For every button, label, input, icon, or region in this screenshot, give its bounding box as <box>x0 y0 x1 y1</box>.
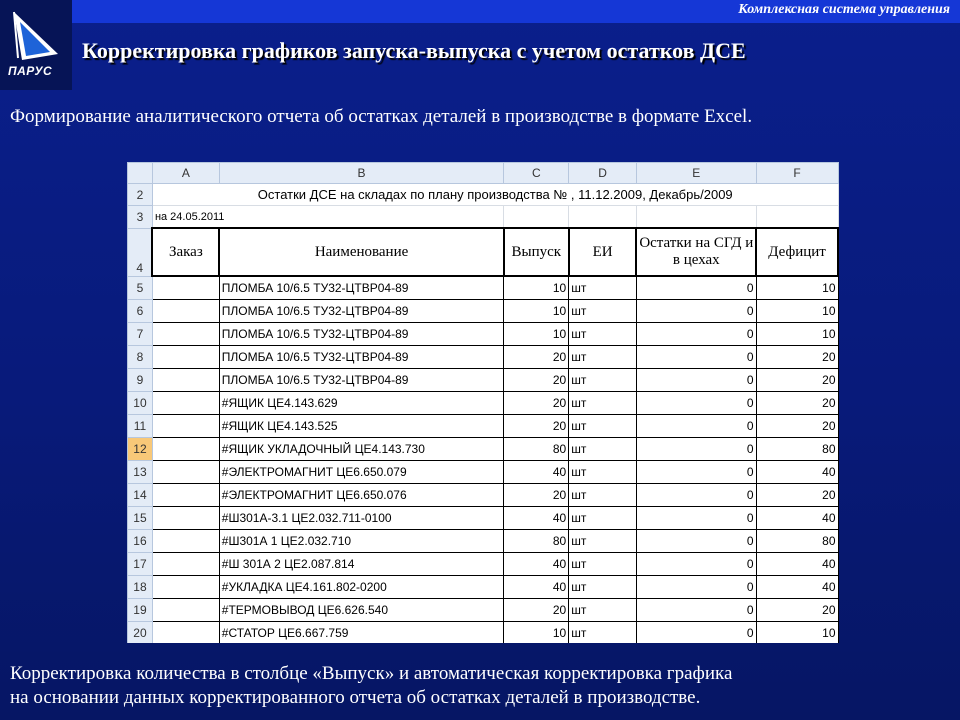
row-number[interactable]: 11 <box>128 414 153 437</box>
cell-deficit[interactable]: 40 <box>756 552 838 575</box>
header-stock[interactable]: Остатки на СГД и в цехах <box>636 228 756 276</box>
cell-output[interactable]: 20 <box>504 368 569 391</box>
row-number[interactable]: 17 <box>128 552 153 575</box>
cell-deficit[interactable]: 10 <box>756 322 838 345</box>
cell-order[interactable] <box>152 414 219 437</box>
row-number[interactable]: 18 <box>128 575 153 598</box>
cell-unit[interactable]: шт <box>569 598 637 621</box>
table-row <box>128 437 839 460</box>
cell[interactable] <box>569 206 637 229</box>
table-row <box>128 276 839 299</box>
cell-output[interactable]: 40 <box>504 575 569 598</box>
cell-name[interactable]: ПЛОМБА 10/6.5 ТУ32-ЦТВР04-89 <box>219 322 504 345</box>
cell-output[interactable]: 20 <box>504 598 569 621</box>
table-row <box>128 529 839 552</box>
row-number[interactable]: 20 <box>128 621 153 643</box>
cell-stock[interactable]: 0 <box>636 483 756 506</box>
header-deficit[interactable]: Дефицит <box>756 228 838 276</box>
table-row <box>128 322 839 345</box>
cell-stock[interactable]: 0 <box>636 414 756 437</box>
table-row <box>128 345 839 368</box>
cell-deficit[interactable]: 10 <box>756 276 838 299</box>
cell-stock[interactable]: 0 <box>636 437 756 460</box>
cell-unit[interactable]: шт <box>569 506 637 529</box>
row-number[interactable]: 16 <box>128 529 153 552</box>
cell-name[interactable]: #ТЕРМОВЫВОД ЦЕ6.626.540 <box>219 598 504 621</box>
cell-output[interactable]: 10 <box>504 322 569 345</box>
table-row <box>128 575 839 598</box>
row-number[interactable]: 19 <box>128 598 153 621</box>
column-header-c[interactable]: C <box>504 163 569 184</box>
cell-deficit[interactable]: 20 <box>756 483 838 506</box>
cell-unit[interactable]: шт <box>569 483 637 506</box>
cell-stock[interactable]: 0 <box>636 368 756 391</box>
cell[interactable] <box>636 206 756 229</box>
cell-name[interactable]: ПЛОМБА 10/6.5 ТУ32-ЦТВР04-89 <box>219 299 504 322</box>
cell-name[interactable]: #ЯЩИК ЦЕ4.143.525 <box>219 414 504 437</box>
table-row <box>128 483 839 506</box>
header-output[interactable]: Выпуск <box>504 228 569 276</box>
logo <box>0 0 72 90</box>
spreadsheet <box>127 162 839 643</box>
footer-line-1: Корректировка количества в столбце «Выпуск» и автоматическая корректировка графика <box>10 663 733 684</box>
header-name[interactable]: Наименование <box>219 228 504 276</box>
cell-order[interactable] <box>152 322 219 345</box>
row-number[interactable]: 5 <box>128 276 153 299</box>
cell-stock[interactable]: 0 <box>636 460 756 483</box>
table-row <box>128 506 839 529</box>
cell-output[interactable]: 20 <box>504 345 569 368</box>
cell-name[interactable]: #ЭЛЕКТРОМАГНИТ ЦЕ6.650.076 <box>219 483 504 506</box>
system-name: Комплексная система управления <box>738 2 950 17</box>
cell-name[interactable]: #ЯЩИК ЦЕ4.143.629 <box>219 391 504 414</box>
cell-order[interactable] <box>152 460 219 483</box>
table-row <box>128 414 839 437</box>
cell-output[interactable]: 40 <box>504 506 569 529</box>
cell-output[interactable]: 20 <box>504 414 569 437</box>
cell-name[interactable]: #УКЛАДКА ЦЕ4.161.802-0200 <box>219 575 504 598</box>
cell-stock[interactable]: 0 <box>636 575 756 598</box>
cell-deficit[interactable]: 20 <box>756 391 838 414</box>
cell-deficit[interactable]: 10 <box>756 299 838 322</box>
cell-stock[interactable]: 0 <box>636 506 756 529</box>
cell-name[interactable]: #ЯЩИК УКЛАДОЧНЫЙ ЦЕ4.143.730 <box>219 437 504 460</box>
table-row <box>128 598 839 621</box>
cell-output[interactable]: 40 <box>504 460 569 483</box>
cell-stock[interactable]: 0 <box>636 322 756 345</box>
cell-name[interactable]: #Ш301А-3.1 ЦЕ2.032.711-0100 <box>219 506 504 529</box>
cell-unit[interactable]: шт <box>569 276 637 299</box>
column-header-b[interactable]: B <box>219 163 504 184</box>
cell-unit[interactable]: шт <box>569 368 637 391</box>
cell-unit[interactable]: шт <box>569 391 637 414</box>
cell[interactable] <box>504 206 569 229</box>
cell-name[interactable]: ПЛОМБА 10/6.5 ТУ32-ЦТВР04-89 <box>219 345 504 368</box>
cell-output[interactable]: 40 <box>504 552 569 575</box>
cell-stock[interactable]: 0 <box>636 276 756 299</box>
cell-deficit[interactable]: 80 <box>756 529 838 552</box>
cell-stock[interactable]: 0 <box>636 598 756 621</box>
cell-deficit[interactable]: 20 <box>756 598 838 621</box>
cell-stock[interactable]: 0 <box>636 299 756 322</box>
cell-output[interactable]: 10 <box>504 276 569 299</box>
row-number[interactable]: 15 <box>128 506 153 529</box>
header-order[interactable]: Заказ <box>152 228 219 276</box>
cell-order[interactable] <box>152 437 219 460</box>
cell-order[interactable] <box>152 345 219 368</box>
report-date-cell[interactable]: на 24.05.2011 <box>152 206 503 229</box>
cell-order[interactable] <box>152 621 219 643</box>
report-title-cell[interactable]: Остатки ДСЕ на складах по плану производства № , 11.12.2009, Декабрь/2009 <box>152 184 838 206</box>
row-number[interactable]: 6 <box>128 299 153 322</box>
header-unit[interactable]: ЕИ <box>569 228 637 276</box>
top-banner <box>72 0 960 23</box>
row-number[interactable]: 4 <box>128 228 153 276</box>
cell-name[interactable]: #Ш301А 1 ЦЕ2.032.710 <box>219 529 504 552</box>
row-number[interactable]: 10 <box>128 391 153 414</box>
cell-order[interactable] <box>152 299 219 322</box>
report-table <box>127 162 839 643</box>
cell-stock[interactable]: 0 <box>636 621 756 643</box>
cell-name[interactable]: #Ш 301А 2 ЦЕ2.087.814 <box>219 552 504 575</box>
cell-order[interactable] <box>152 529 219 552</box>
cell-order[interactable] <box>152 391 219 414</box>
cell-deficit[interactable]: 20 <box>756 414 838 437</box>
cell-order[interactable] <box>152 506 219 529</box>
row-number[interactable]: 13 <box>128 460 153 483</box>
cell-order[interactable] <box>152 575 219 598</box>
cell-unit[interactable]: шт <box>569 621 637 643</box>
row-number[interactable]: 3 <box>128 206 153 229</box>
footer-text <box>10 662 950 710</box>
logo-text: ПАРУС <box>8 64 53 78</box>
cell-unit[interactable]: шт <box>569 460 637 483</box>
cell-order[interactable] <box>152 276 219 299</box>
row-number[interactable]: 12 <box>128 437 153 460</box>
cell-output[interactable]: 20 <box>504 483 569 506</box>
column-header-d[interactable]: D <box>569 163 637 184</box>
cell-output[interactable]: 80 <box>504 529 569 552</box>
cell-order[interactable] <box>152 552 219 575</box>
cell-unit[interactable]: шт <box>569 575 637 598</box>
cell-unit[interactable]: шт <box>569 299 637 322</box>
cell-deficit[interactable]: 40 <box>756 575 838 598</box>
cell-deficit[interactable]: 40 <box>756 506 838 529</box>
cell-stock[interactable]: 0 <box>636 529 756 552</box>
column-header-e[interactable]: E <box>636 163 756 184</box>
table-row <box>128 368 839 391</box>
table-row <box>128 299 839 322</box>
cell-name[interactable]: #СТАТОР ЦЕ6.667.759 <box>219 621 504 643</box>
cell-name[interactable]: #ЭЛЕКТРОМАГНИТ ЦЕ6.650.079 <box>219 460 504 483</box>
cell-deficit[interactable]: 10 <box>756 621 838 643</box>
table-row <box>128 460 839 483</box>
cell-deficit[interactable]: 80 <box>756 437 838 460</box>
cell-stock[interactable]: 0 <box>636 552 756 575</box>
cell-deficit[interactable]: 20 <box>756 345 838 368</box>
cell[interactable] <box>756 206 838 229</box>
cell-deficit[interactable]: 40 <box>756 460 838 483</box>
cell-name[interactable]: ПЛОМБА 10/6.5 ТУ32-ЦТВР04-89 <box>219 368 504 391</box>
table-row <box>128 621 839 643</box>
cell-unit[interactable]: шт <box>569 322 637 345</box>
row-number[interactable]: 9 <box>128 368 153 391</box>
page-title: Корректировка графиков запуска-выпуска с учетом остатков ДСЕ <box>82 38 746 63</box>
select-all-corner[interactable] <box>128 163 153 184</box>
cell-unit[interactable]: шт <box>569 414 637 437</box>
row-number[interactable]: 7 <box>128 322 153 345</box>
cell-unit[interactable]: шт <box>569 529 637 552</box>
cell-order[interactable] <box>152 368 219 391</box>
cell-order[interactable] <box>152 483 219 506</box>
row-number[interactable]: 8 <box>128 345 153 368</box>
cell-stock[interactable]: 0 <box>636 391 756 414</box>
row-number[interactable]: 14 <box>128 483 153 506</box>
cell-output[interactable]: 10 <box>504 299 569 322</box>
cell-unit[interactable]: шт <box>569 345 637 368</box>
cell-output[interactable]: 80 <box>504 437 569 460</box>
cell-unit[interactable]: шт <box>569 552 637 575</box>
cell-stock[interactable]: 0 <box>636 345 756 368</box>
cell-output[interactable]: 10 <box>504 621 569 643</box>
cell-order[interactable] <box>152 598 219 621</box>
row-number[interactable]: 2 <box>128 184 153 206</box>
footer-line-2: на основании данных корректированного отчета об остатках деталей в производстве. <box>10 687 701 708</box>
cell-deficit[interactable]: 20 <box>756 368 838 391</box>
subtitle: Формирование аналитического отчета об остатках деталей в производстве в формате Excel. <box>10 106 753 127</box>
table-row <box>128 391 839 414</box>
cell-unit[interactable]: шт <box>569 437 637 460</box>
table-row <box>128 552 839 575</box>
column-header-a[interactable]: A <box>152 163 219 184</box>
column-header-f[interactable]: F <box>756 163 838 184</box>
cell-output[interactable]: 20 <box>504 391 569 414</box>
cell-name[interactable]: ПЛОМБА 10/6.5 ТУ32-ЦТВР04-89 <box>219 276 504 299</box>
